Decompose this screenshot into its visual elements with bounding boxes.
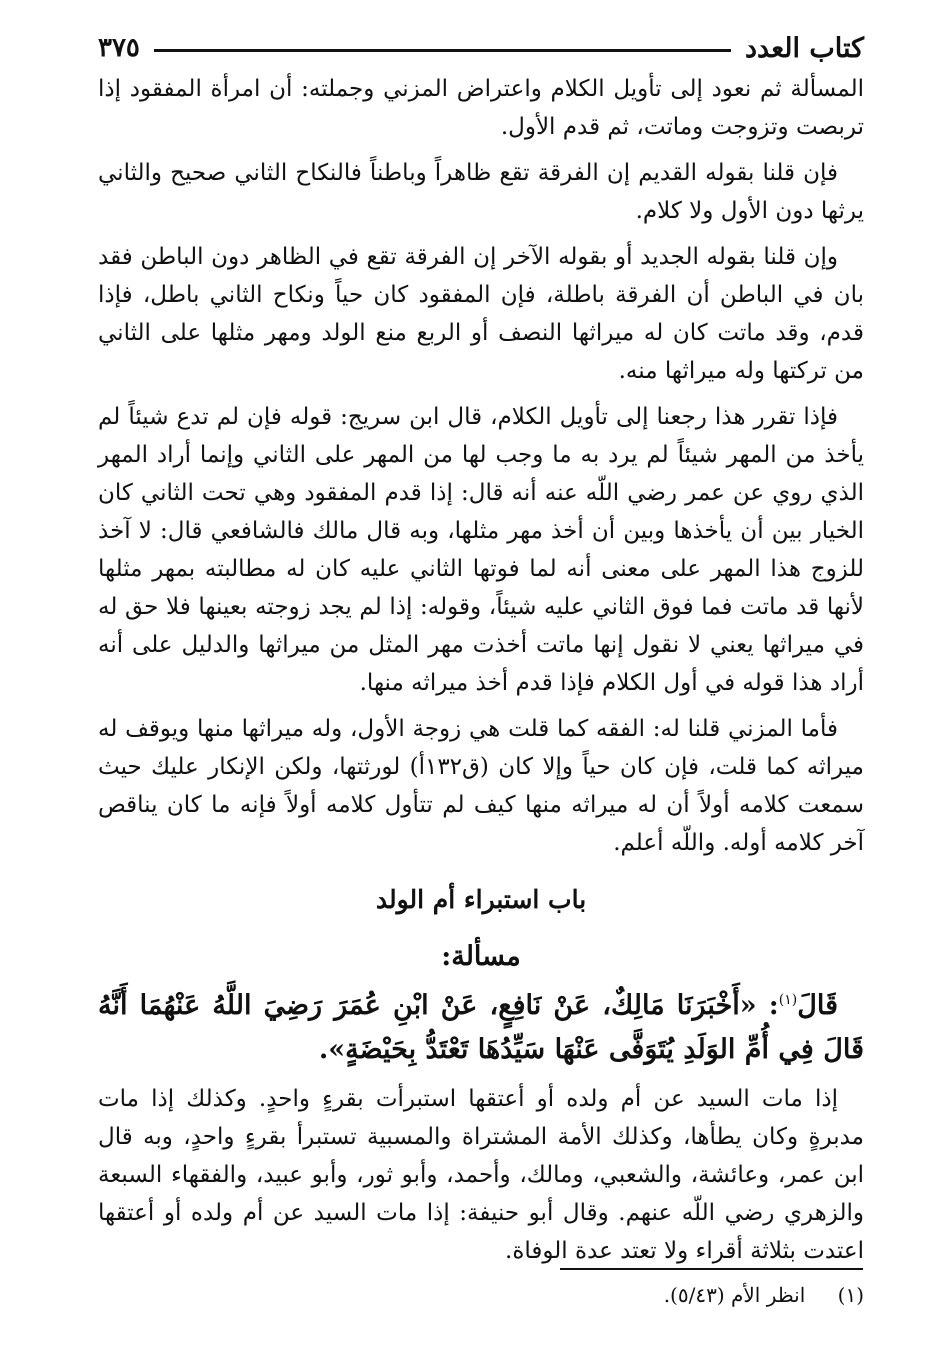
page-number: ٣٧٥ bbox=[98, 33, 140, 63]
hadith-body: : «أَخْبَرَنَا مَالِكٌ، عَنْ نَافِعٍ، عَنْ ابْنِ عُمَرَ رَضِيَ اللَّهُ عَنْهُمَا أَنَّهُ قَالَ فِي أُمِّ الوَلَدِ يُتَوَفَّى عَنْهَا سَيِّدُهَا تَعْتَدُّ بِحَيْضَةٍ». bbox=[98, 990, 864, 1065]
hadith-text bbox=[98, 978, 864, 1072]
page-header bbox=[98, 28, 864, 68]
footnote-rule bbox=[560, 1268, 863, 1270]
running-title: كتاب العدد bbox=[745, 32, 864, 64]
paragraph: المسألة ثم نعود إلى تأويل الكلام واعتراض المزني وجملته: أن امرأة المفقود إذا تربصت وتزوجت وماتت، ثم قدم الأول. bbox=[98, 76, 864, 140]
paragraph: فإن قلنا بقوله القديم إن الفرقة تقع ظاهراً وباطناً فالنكاح الثاني صحيح والثاني يرثها دون الأول ولا كلام. bbox=[98, 160, 864, 224]
hadith-lead: قَالَ bbox=[797, 990, 838, 1021]
paragraph: فأما المزني قلنا له: الفقه كما قلت هي زوجة الأول، وله ميراثها منها ويوقف له ميراثه كما قلت، فإن كان حياً وإلا كان (ق١٣٢أ) لورثتها، ولكن الإنكار عليك حيث سمعت كلامه أولاً أن له ميراثه منها كيف لم تتأول كلامه أولاً فإنه ما كان يناقص آخر كلامه أوله. واللّه أعلم. bbox=[98, 716, 864, 856]
header-rule bbox=[154, 49, 731, 52]
paragraph: فإذا تقرر هذا رجعنا إلى تأويل الكلام، قال ابن سريج: قوله فإن لم تدع شيئاً لم يأخذ من المهر شيئاً لم يرد به ما وجب لها من المهر على الثاني وإنما أراد المهر الذي روي عن عمر رضي اللّه عنه أنه قال: إذا قدم المفقود وهي تحت الثاني كان الخيار بين أن يأخذها وبين أن أخذ مهر مثلها، وبه قال مالك فالشافعي قال: لا آخذ للزوج هذا المهر على معنى أنه لما فوتها الثاني عليه كان له مطالبته بمهر مثلها لأنها قد ماتت فما فوق الثاني عليه شيئاً، وقوله: إذا لم يجد زوجته بعينها فلا حق له في ميراثها يعني لا نقول إنها ماتت أخذت مهر المثل من ميراثها والدليل على أنه أراد هذا قوله في أول الكلام فإذا قدم أخذ ميراثه منها. bbox=[98, 404, 864, 696]
footnote bbox=[98, 1280, 864, 1310]
paragraph: إذا مات السيد عن أم ولده أو أعتقها استبرأت بقرءٍ واحدٍ. وكذلك إذا مات مدبرةٍ وكان يطأها، وكذلك الأمة المشتراة والمسبية تستبرأ بقرءٍ واحدٍ، وبه قال ابن عمر، وعائشة، والشعبي، ومالك، وأحمد، وأبو ثور، وأبو عبيد، والفقهاء السبعة والزهري رضي اللّه عنهم. وقال أبو حنيفة: إذا مات السيد عن أم ولده أو أعتقها اعتدت بثلاثة أقراء ولا تعتد عدة الوفاة. bbox=[98, 1086, 864, 1264]
paragraph: وإن قلنا بقوله الجديد أو بقوله الآخر إن الفرقة تقع في الظاهر دون الباطن فقد بان في الباطن أن الفرقة باطلة، فإن المفقود كان حياً ونكاح الثاني باطل، فإذا قدم، وقد ماتت كان له ميراثها النصف أو الربع منع الولد ومهر مثلها على الثاني من تركتها وله ميراثها منه. bbox=[98, 244, 864, 384]
footnote-number: (١) bbox=[837, 1283, 864, 1307]
footnote-ref: (١) bbox=[778, 992, 798, 1008]
issue-label: مسألة: bbox=[441, 941, 521, 972]
chapter-title: باب استبراء أم الولد bbox=[375, 885, 587, 914]
page-body bbox=[98, 70, 864, 1278]
footnote-text: انظر الأم (٥/٤٣). bbox=[663, 1283, 806, 1307]
